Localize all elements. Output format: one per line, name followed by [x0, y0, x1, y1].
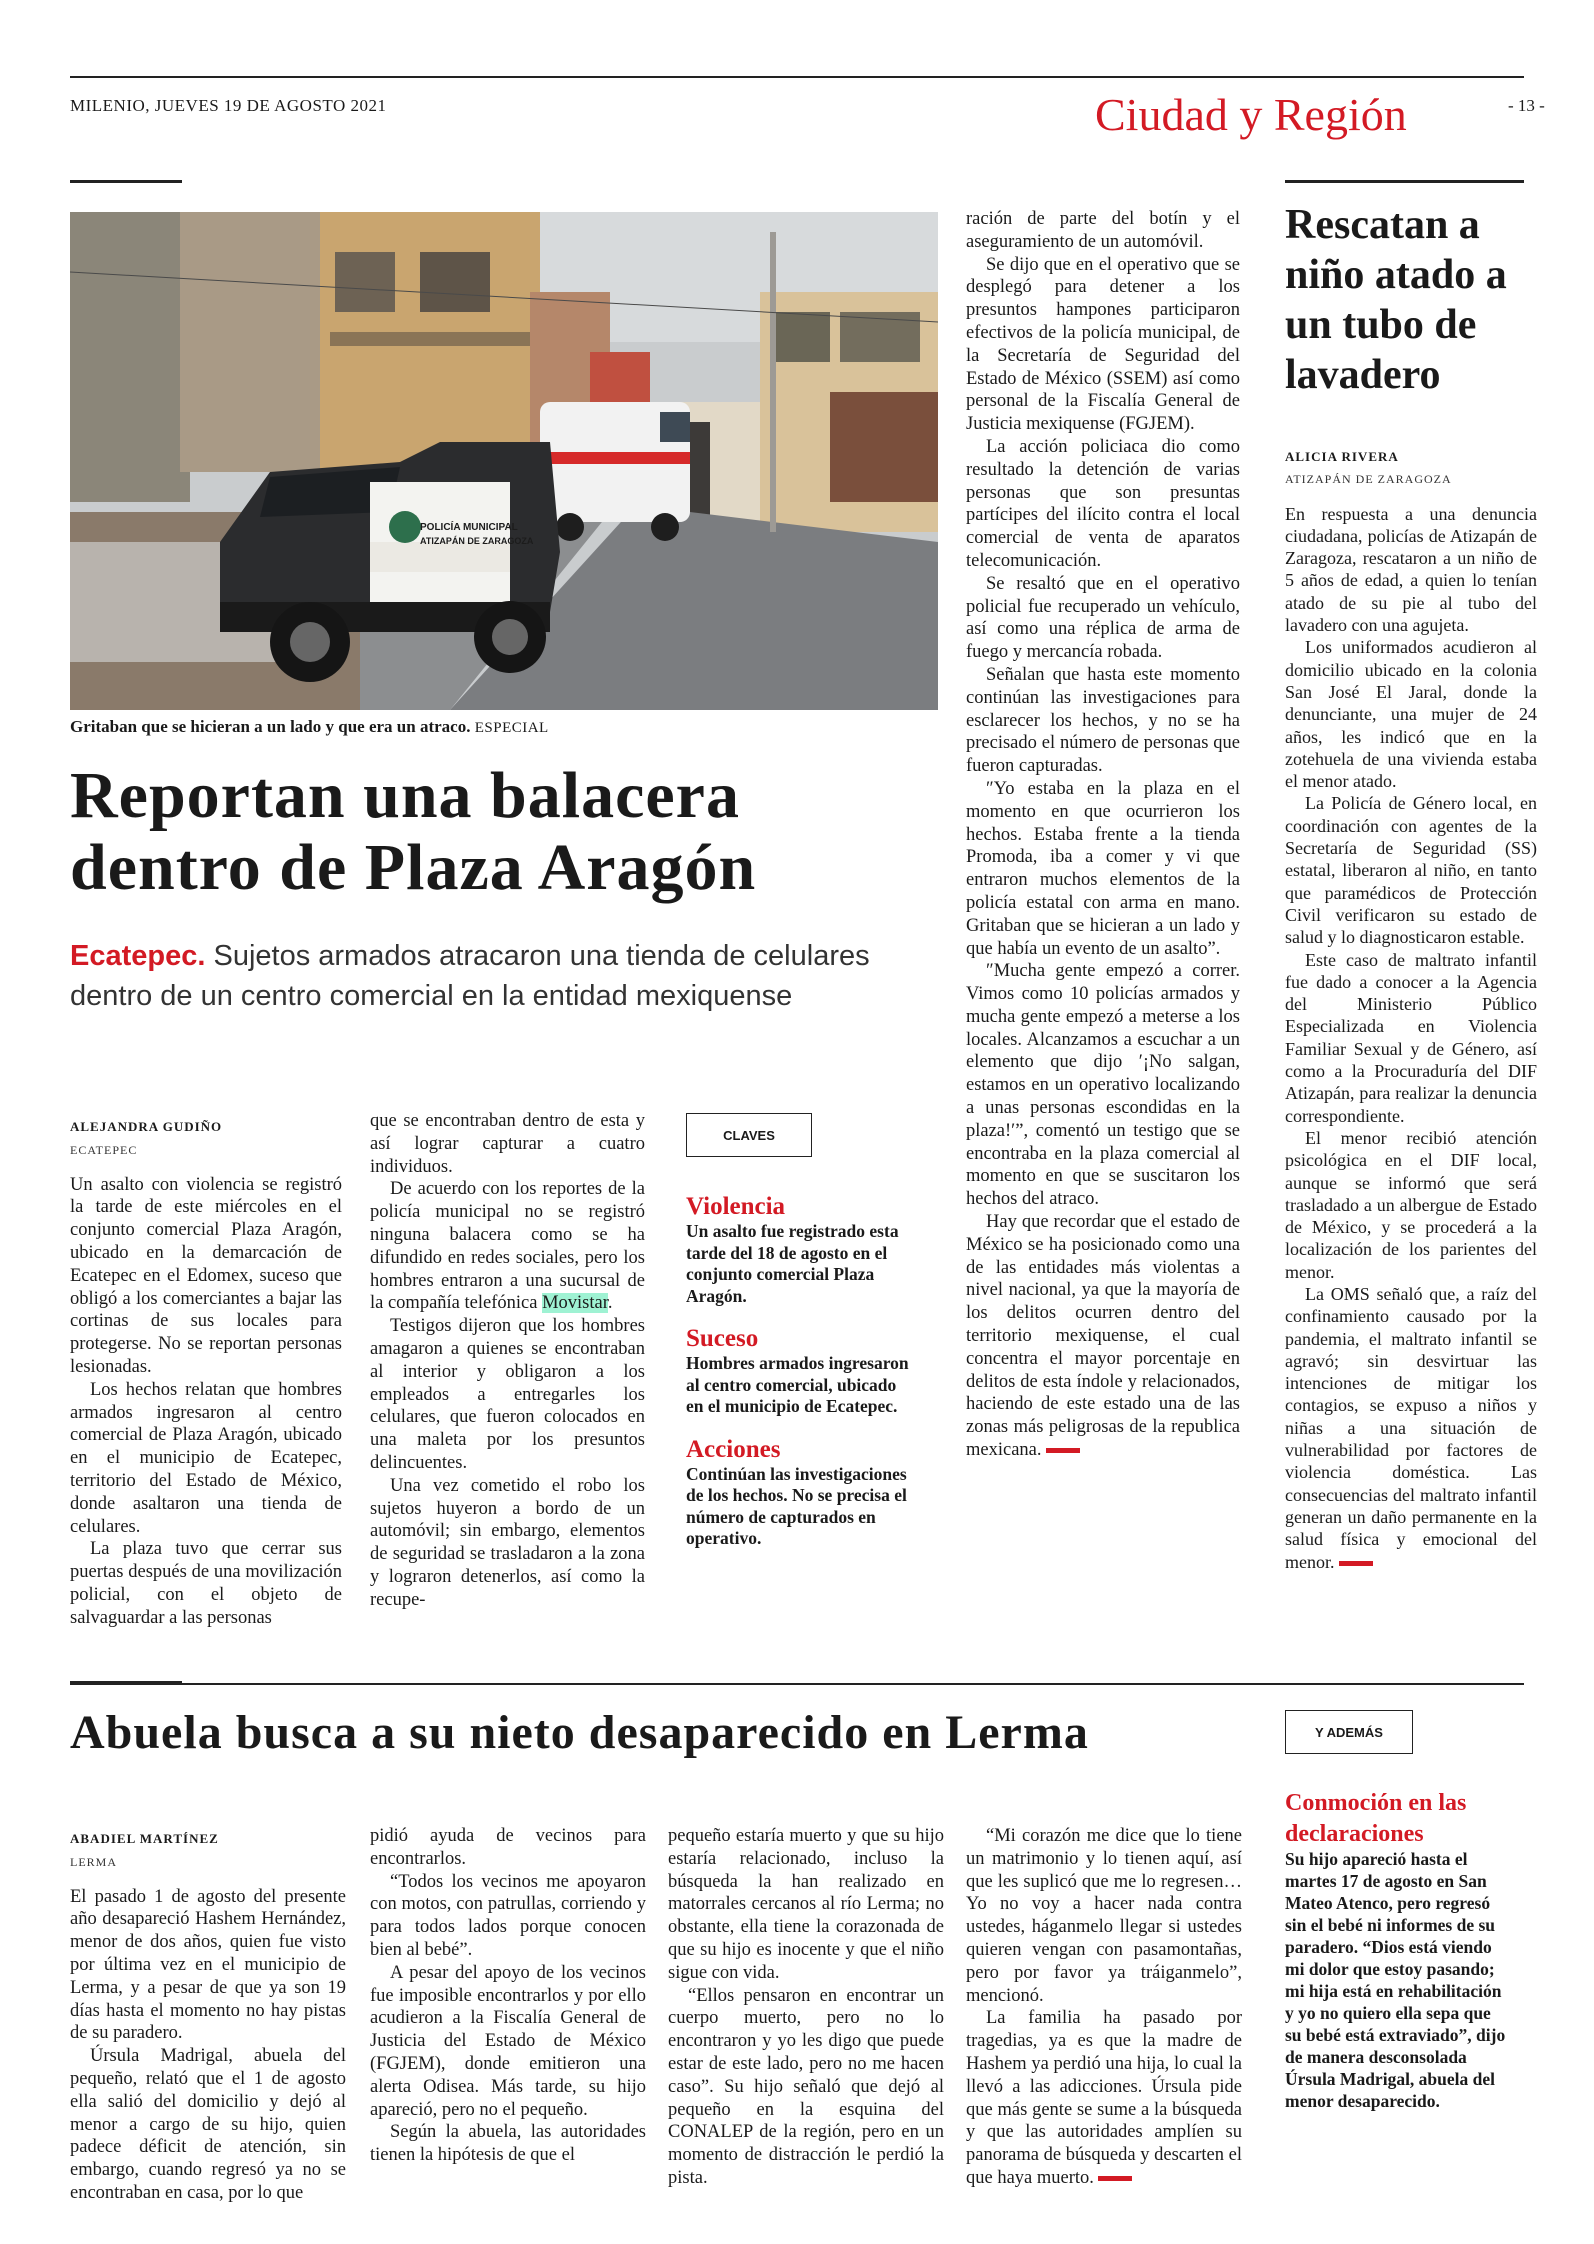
paragraph: En respuesta a una denuncia ciudadana, policías de Atizapán de Zaragoza, rescataron a un niño de 5 años de edad, a quien lo tenían atado de su pie al tubo del lavadero con una agujeta. — [1285, 503, 1537, 636]
paragraph: Testigos dijeron que los hombres amagaron a quienes se encontraban al interior y obligaron a los empleados a entregarles los celulares, que fueron colocados en una maleta por los presuntos delincuentes. — [370, 1316, 645, 1473]
paragraph: pidió ayuda de vecinos para encontrarlos. — [370, 1826, 646, 1869]
caption-text: Gritaban que se hicieran a un lado y que era un atraco. — [70, 717, 471, 736]
paragraph-last: La OMS señaló que, a raíz del confinamiento causado por la pandemia, el maltrato infantil se agravó; sin desvirtuar las intenciones de mitigar los contagios, se expuso a niños y niñas a una situación de vulnerabilidad por factores de violencia doméstica. Las consecuencias del maltrato infantil generan un daño permanente en la salud física y emocional del menor. — [1285, 1283, 1537, 1572]
main-byline: ALEJANDRA GUDIÑO — [70, 1119, 223, 1134]
paragraph: Úrsula Madrigal, abuela del pequeño, relató que el 1 de agosto ella salió del domicilio y dejó al menor a cargo de su hijo, quien padece déficit de atención, sin embargo, cuando regresó ya no se encontraban en casa, por lo que — [70, 2046, 346, 2203]
main-col-2 — [370, 1110, 645, 1612]
main-headline — [70, 760, 950, 904]
highlighted-company: Movistar — [542, 1293, 608, 1314]
paragraph: La acción policiaca dio como resultado la detención de varias personas que son presuntas partícipes del ilícito contra el local comercial de venta de aparatos telecomunicación. — [966, 436, 1240, 571]
claves-list — [686, 1193, 918, 1550]
paragraph: “Ellos pensaron en encontrar un cuerpo muerto, pero no lo encontraron y yo les digo que puede estar de este lado, pero no me hacen caso”. Su hijo señaló que dejó al pequeño en la esquina del CONALEP de la región, pero en un momento de distracción le perdió la pista. — [668, 1985, 944, 2188]
paragraph-movistar: De acuerdo con los reportes de la policía municipal no se registró ninguna balacera como se ha difundido en redes sociales, pero los hombres entraron a una sucursal de la compañía telefónica Movistar. — [370, 1179, 645, 1314]
main-byline-location: ECATEPEC — [70, 1142, 138, 1157]
truck-label-1: POLICÍA MUNICIPAL — [420, 522, 518, 533]
paragraph: Este caso de maltrato infantil fue dado a conocer a la Agencia del Ministerio Público Especializada en Violencia Familiar Sexual y de Género, así como a la Procuraduría del DIF Atizapán, para realizar la denuncia correspondiente. — [1285, 949, 1537, 1126]
top-rule — [70, 76, 1524, 78]
end-mark — [1098, 2176, 1132, 2181]
deck-text: Sujetos armados atracaron una tienda de celulares dentro de un centro comercial en la entidad mexiquense — [70, 940, 870, 1012]
end-mark — [1339, 1561, 1373, 1566]
paragraph: ″Yo estaba en la plaza en el momento en que ocurrieron los hechos. Estaba frente a la tienda Promoda, iba a comer y vi que entraron muchos elementos de la policía estatal con arma en mano. Gritaban que se hicieran a un lado y que había un evento de un asalto”. — [966, 778, 1240, 959]
paragraph: ración de parte del botín y el aseguramiento de un automóvil. — [966, 209, 1240, 252]
deck-place: Ecatepec. — [70, 940, 206, 972]
side-byline-location: ATIZAPÁN DE ZARAGOZA — [1285, 472, 1452, 487]
header-accent-rule-right — [1285, 180, 1524, 183]
paragraph: Una vez cometido el robo los sujetos huyeron a bordo de un automóvil; sin embargo, elementos de seguridad se trasladaron a la zona y lograron detenerlos, así como la recupe- — [370, 1475, 645, 1610]
main-col-4 — [966, 208, 1240, 1462]
clave-text: Hombres armados ingresaron al centro comercial, ubicado en el municipio de Ecatepec. — [686, 1353, 909, 1416]
paragraph: La plaza tuvo que cerrar sus puertas después de una movilización policial, con el objeto de salvaguardar a las personas — [70, 1539, 342, 1628]
section-divider — [70, 1683, 1524, 1685]
second-byline: ABADIEL MARTÍNEZ — [70, 1831, 219, 1846]
main-col-1 — [70, 1116, 342, 1630]
clave-head: Acciones — [686, 1435, 781, 1463]
clave-text: Un asalto fue registrado esta tarde del 18 de agosto en el conjunto comercial Plaza Aragón. — [686, 1221, 899, 1306]
yademas-head: Conmoción en las declaraciones — [1285, 1790, 1467, 1847]
second-col-3 — [668, 1825, 944, 2190]
side-headline: Rescatan a niño atado a un tubo de lavadero — [1285, 202, 1507, 398]
section-title: Ciudad y Región — [1095, 89, 1407, 140]
paragraph: Los uniformados acudieron al domicilio ubicado en la colonia San José El Jaral, donde la denunciante, una mujer de 24 años, les indicó que en la zotehuela de una vivienda estaba el menor atado. — [1285, 637, 1537, 792]
yademas-box: Y ADEMÁS — [1285, 1710, 1413, 1754]
paper-date: MILENIO, JUEVES 19 DE AGOSTO 2021 — [70, 96, 387, 115]
paragraph: Señalan que hasta este momento continúan las investigaciones para esclarecer los hechos, y no se ha precisado el número de personas que fueron capturadas. — [966, 664, 1240, 777]
paragraph: Un asalto con violencia se registró la tarde de este miércoles en el conjunto comercial Plaza Aragón, ubicado en la demarcación de Ecatepec en el Edomex, suceso que obligó a los comerciantes a bajar las cortinas de sus locales para protegerse. No se reportan personas lesionadas. — [70, 1174, 342, 1377]
end-mark — [1046, 1448, 1080, 1453]
paragraph: “Todos los vecinos me apoyaron con motos, con patrullas, corriendo y para todos lados porque conocen bien al bebé”. — [370, 1871, 646, 1960]
second-col-1 — [70, 1828, 346, 2205]
truck-label-2: ATIZAPÁN DE ZARAGOZA — [420, 536, 534, 546]
paragraph: Se resaltó que en el operativo policial fue recuperado un vehículo, así como una réplica de arma de fuego y mercancía robada. — [966, 573, 1240, 663]
paragraph: ″Mucha gente empezó a correr. Vimos como 10 policías armados y mucha gente empezó a meterse a los locales. Alcanzamos a escuchar a un elemento que dijo ′¡No salgan, estamos en un operativo localizando a unas personas escondidas en la plaza!′”, comentó un testigo que se encontraba en la plaza comercial al momento en que se suscitaron los hechos del atraco. — [966, 961, 1240, 1210]
headline-line-1: Reportan una balacera — [70, 759, 740, 832]
yademas-text: Su hijo apareció hasta el martes 17 de agosto en San Mateo Atenco, pero regresó sin el bebé ni informes de su paradero. “Dios está viendo mi dolor que estoy pasando; mi hija está en rehabilitación y yo no quiero ella sepa que su bebé está extraviado”, dijo de manera desconsolada Úrsula Madrigal, abuela del menor desaparecido. — [1285, 1849, 1506, 2111]
photo-credit: ESPECIAL — [474, 720, 549, 736]
clave-text: Continúan las investigaciones de los hechos. No se precisa el número de capturados en operativo. — [686, 1463, 907, 1548]
clave-head: Violencia — [686, 1193, 786, 1220]
headline-line-2: dentro de Plaza Aragón — [70, 831, 757, 904]
news-photo — [70, 212, 938, 710]
paragraph: La Policía de Género local, en coordinación con agentes de la Secretaría de Seguridad (SS) estatal, liberaron al niño, en tanto que paramédicos de Protección Civil verificaron su estado de salud y lo diagnosticaron estable. — [1285, 793, 1537, 948]
paragraph: Según la abuela, las autoridades tienen la hipótesis de que el — [370, 2122, 646, 2166]
second-byline-location: LERMA — [70, 1854, 117, 1869]
paragraph: Se dijo que en el operativo que se desplegó para detener a los presuntos hampones participaron efectivos de la policía municipal, de la Secretaría de Seguridad del Estado de México (SSEM) así como personal de la Fiscalía General de Justicia mexiquense (FGJEM). — [966, 254, 1240, 435]
side-byline: ALICIA RIVERA — [1285, 449, 1399, 464]
page-number: - 13 - — [1508, 96, 1545, 115]
paragraph-last: La familia ha pasado por tragedias, ya es que la madre de Hashem ya perdió una hija, lo cual la llevó a las adicciones. Úrsula pide que más gente se sume a la búsqueda y que las autoridades amplíen su panorama de búsqueda y descarten el que haya muerto. — [966, 2008, 1242, 2188]
second-col-4 — [966, 1825, 1242, 2190]
divider-accent-left — [70, 1681, 182, 1685]
paragraph: El pasado 1 de agosto del presente año desapareció Hashem Hernández, menor de dos años, quien fue visto por última vez en el municipio de Lerma, y a pesar de que ya son 19 días hasta el momento no hay pistas de su paradero. — [70, 1886, 346, 2044]
side-story-col — [1285, 446, 1537, 1573]
claves-box: CLAVES — [686, 1113, 812, 1157]
paragraph: “Mi corazón me dice que lo tiene un matrimonio y lo tienen aquí, así que les suplicó que me lo regresen… Yo no voy a hacer nada contra ustedes, háganmelo llegar si ustedes quieren vengan con pasamontañas, pero por favor ya tráiganmelo”, mencionó. — [966, 1826, 1242, 2006]
second-col-2 — [370, 1825, 646, 2167]
paragraph-last: Hay que recordar que el estado de México se ha posicionado como una de las entidades más violentas a nivel nacional, ya que la mayoría de los delitos ocurren dentro del territorio mexiquense, el cual concentra el mayor porcentaje en delitos de esta índole y relacionados, haciendo de este estado una de las zonas más peligrosas de la republica mexicana. — [966, 1212, 1240, 1461]
paragraph: El menor recibió atención psicológica en el DIF local, aunque se informó que será trasladado a un albergue de Estado de México, y se procederá a la localización de los parientes del menor. — [1285, 1127, 1537, 1282]
paragraph: Los hechos relatan que hombres armados ingresaron al centro comercial de Plaza Aragón, ubicado en el municipio de Ecatepec, territorio del Estado de México, donde asaltaron una tienda de celulares. — [70, 1379, 342, 1537]
paragraph: que se encontraban dentro de esta y así lograr capturar a cuatro individuos. — [370, 1111, 645, 1177]
main-deck — [70, 936, 950, 1016]
clave-head: Suceso — [686, 1325, 759, 1352]
second-headline: Abuela busca a su nieto desaparecido en Lerma — [70, 1706, 1089, 1759]
photo-caption — [70, 717, 549, 737]
header-accent-rule-left — [70, 180, 182, 183]
paragraph: pequeño estaría muerto y que su hijo estaría relacionado, incluso la búsqueda la han realizado en matorrales cercanos al río Lerma; no obstante, ella tiene la corazonada de que su hijo es inocente y que el niño sigue con vida. — [668, 1826, 944, 1983]
paragraph: A pesar del apoyo de los vecinos fue imposible encontrarlos y por ello acudieron a la Fiscalía General de Justicia del Estado de México (FGJEM), donde emitieron una alerta Odisea. Más tarde, su hijo apareció, pero no el pequeño. — [370, 1962, 646, 2120]
